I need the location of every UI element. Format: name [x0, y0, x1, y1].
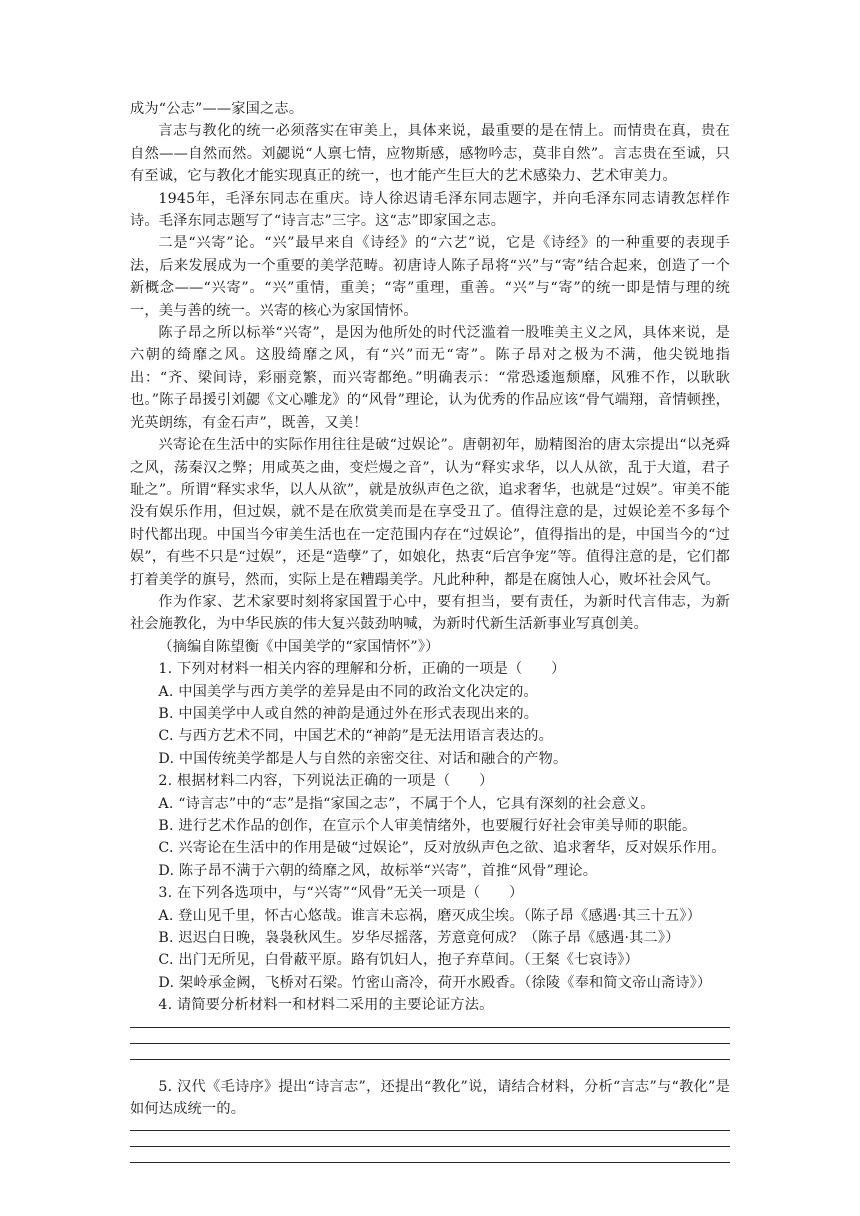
source-citation: （摘编自陈望衡《中国美学的“家国情怀”》） [158, 638, 440, 655]
paragraph: 1945年，毛泽东同志在重庆。诗人徐迟请毛泽东同志题字，并向毛泽东同志请教怎样作诗。毛泽东同志题写了“诗言志”三字。这“志”即家国之志。 [130, 190, 730, 230]
answer-line[interactable] [130, 1162, 730, 1163]
question-option: D. 架岭承金阙，飞桥对石梁。竹密山斋冷，荷开水殿香。（徐陵《奉和简文帝山斋诗》） [158, 974, 712, 991]
question-stem: 2. 根据材料二内容，下列说法正确的一项是（ ） [158, 773, 494, 790]
question-option: B. 中国美学中人或自然的神韵是通过外在形式表现出来的。 [158, 705, 539, 722]
paragraph: 言志与教化的统一必须落实在审美上，具体来说，最重要的是在情上。而情贵在真，贵在自然——自然而然。刘勰说“人禀七情，应物斯感，感物吟志，莫非自然”。言志贵在至诚，只有至诚，它与教化才能实现真正的统一，也才能产生巨大的艺术感染力、艺术审美力。 [130, 123, 730, 185]
answer-line[interactable] [130, 1043, 730, 1044]
spacer [130, 1066, 730, 1076]
answer-line[interactable] [130, 1146, 730, 1147]
answer-lines-q5[interactable] [130, 1130, 730, 1163]
question-option: A. 登山见千里，怀古心悠哉。谁言未忘祸，磨灭成尘埃。（陈子昂《感遇·其三十五》） [158, 907, 702, 924]
answer-line[interactable] [130, 1027, 730, 1028]
question-option: D. 中国传统美学都是人与自然的亲密交往、对话和融合的产物。 [158, 750, 568, 767]
paragraph: 二是“兴寄”论。“兴”最早来自《诗经》的“六艺”说，它是《诗经》的一种重要的表现手法，后来发展成为一个重要的美学范畴。初唐诗人陈子昂将“兴”与“寄”结合起来，创造了一个新概念——“兴寄”。“兴”重情，重美；“寄”重理，重善。“兴”与“寄”的统一即是情与理的统一，美与善的统一。兴寄的核心为家国情怀。 [130, 235, 730, 319]
question-option: A. 中国美学与西方美学的差异是由不同的政治文化决定的。 [158, 683, 538, 700]
answer-line[interactable] [130, 1130, 730, 1131]
question-option: B. 迟迟白日晚，袅袅秋风生。岁华尽摇落，芳意竟何成？（陈子昂《感遇·其二》） [158, 930, 680, 947]
document-page [130, 98, 730, 1169]
answer-lines-q4[interactable] [130, 1027, 730, 1060]
question-option: C. 出门无所见，白骨蔽平原。路有饥妇人，抱子弃草间。（王粲《七哀诗》） [158, 952, 639, 969]
question-option: B. 进行艺术作品的创作，在宣示个人审美情绪外，也要履行好社会审美导师的职能。 [158, 818, 697, 834]
question-option: C. 与西方艺术不同，中国艺术的“神韵”是无法用语言表达的。 [158, 728, 553, 745]
paragraph: 陈子昂之所以标举“兴寄”，是因为他所处的时代泛滥着一股唯美主义之风，具体来说，是六朝的绮靡之风。这股绮靡之风，有“兴”而无“寄”。陈子昂对之极为不满，他尖锐地指出：“齐、梁间诗，彩丽竞繁，而兴寄都绝。”明确表示：“常恐逶迤颓靡，风雅不作，以耿耿也。”陈子昂援引刘勰《文心雕龙》的“风骨”理论，认为优秀的作品应该“骨气端翔，音情顿挫，光英朗练，有金石声”，既善，又美！ [130, 325, 730, 431]
question-option: C. 兴寄论在生活中的作用是破“过娱论”，反对放纵声色之欲、追求奢华，反对娱乐作用。 [158, 840, 726, 857]
question-stem: 5. 汉代《毛诗序》提出“诗言志”，还提出“教化”说，请结合材料，分析“言志”与“教化”是如何达成统一的。 [130, 1078, 730, 1118]
paragraph: 成为“公志”——家国之志。 [130, 101, 304, 117]
paragraph: 兴寄论在生活中的实际作用往往是破“过娱论”。唐朝初年，励精图治的唐太宗提出“以尧舜之风，荡秦汉之弊；用咸英之曲，变烂熳之音”，认为“释实求华，以人从欲，乱于大道，君子耻之”。所谓“释实求华，以人从欲”，就是放纵声色之欲，追求奢华，也就是“过娱”。审美不能没有娱乐作用，但过娱，就不是在欣赏美而是在享受丑了。值得注意的是，过娱论差不多每个时代都出现。中国当今审美生活也在一定范围内存在“过娱论”，值得指出的是，中国当今的“过娱”，有些不只是“过娱”，还是“造孽”了，如娘化，热衷“后宫争宠”等。值得注意的是，它们都打着美学的旗号，然而，实际上是在糟蹋美学。凡此种种，都是在腐蚀人心，败坏社会风气。 [130, 437, 730, 588]
question-stem: 3. 在下列各选项中，与“兴寄”“风骨”无关一项是（ ） [158, 885, 524, 902]
answer-line[interactable] [130, 1059, 730, 1060]
question-option: D. 陈子昂不满于六朝的绮靡之风，故标举“兴寄”，首推“风骨”理论。 [158, 862, 598, 879]
question-option: A. “诗言志”中的“志”是指“家国之志”，不属于个人，它具有深刻的社会意义。 [158, 795, 655, 812]
question-stem: 1. 下列对材料一相关内容的理解和分析，正确的一项是（ ） [158, 661, 566, 678]
paragraph: 作为作家、艺术家要时刻将家国置于心中，要有担当，要有责任，为新时代言伟志，为新社会施教化，为中华民族的伟大复兴鼓劲呐喊，为新时代新生活新事业写真创美。 [130, 593, 730, 633]
question-stem: 4. 请简要分析材料一和材料二采用的主要论证方法。 [158, 997, 494, 1014]
